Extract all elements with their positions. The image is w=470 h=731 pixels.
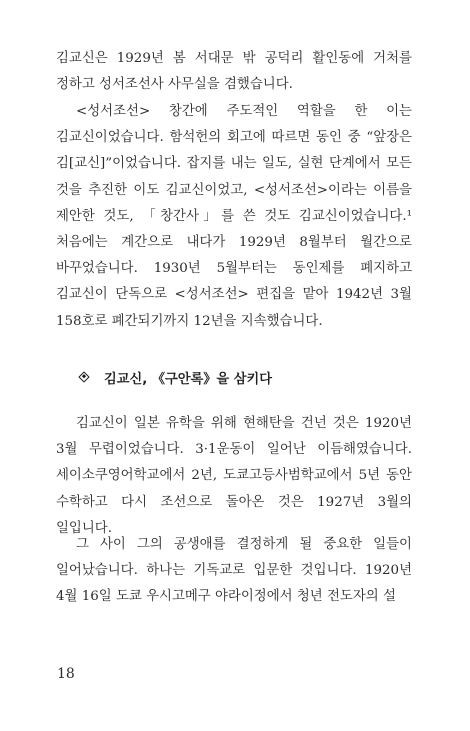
paragraph-4: 그 사이 그의 공생애를 결정하게 될 중요한 일들이 일어났습니다. 하나는 기독교로 입문한 것입니다. 1920년 4월 16일 도쿄 우시고메구 야라이정에서 청년 전도자의 설 (56, 537, 412, 605)
paragraph-2: <성서조선> 창간에 주도적인 역할을 한 이는 김교신이었습니다. 함석헌의 회고에 따르면 동인 중 “앞장은 김[교신]”이었습니다. 잡지를 내는 일도, 실현 단계에서 모든 것을 추진한 이도 김교신이었고, <성서조선>이라는 이름을 제안한 것도, 「창간사」를 쓴 것도 김교신이었습니다.¹ 처음에는 계간으로 내다가 1929년 8월부터 월간으로 바꾸었습니다. 1930년 5월부터는 동인제를 폐지하고 김교신이 단독으로 <성서조선> 편집을 맡아 1942년 3월 158호로 폐간되기까지 12년을 지속했습니다. (56, 104, 412, 329)
section-heading (80, 364, 272, 390)
section-heading-text: 김교신, 《구안록》을 삼키다 (104, 371, 272, 387)
paragraph-3: 김교신이 일본 유학을 위해 현해탄을 건넌 것은 1920년 3월 무렵이었습니다. 3·1운동이 일어난 이듬해였습니다. 세이소쿠영어학교에서 2년, 도쿄고등사범학교에서 5년 동안 수학하고 다시 조선으로 돌아온 것은 1927년 3월의 일입니다. (56, 416, 412, 536)
paragraph-1: 김교신은 1929년 봄 서대문 밖 공덕리 활인동에 거처를 정하고 성서조선사 사무실을 겸했습니다. (56, 51, 412, 93)
diamond-bullet-icon (78, 371, 89, 382)
page-number: 18 (57, 666, 75, 682)
